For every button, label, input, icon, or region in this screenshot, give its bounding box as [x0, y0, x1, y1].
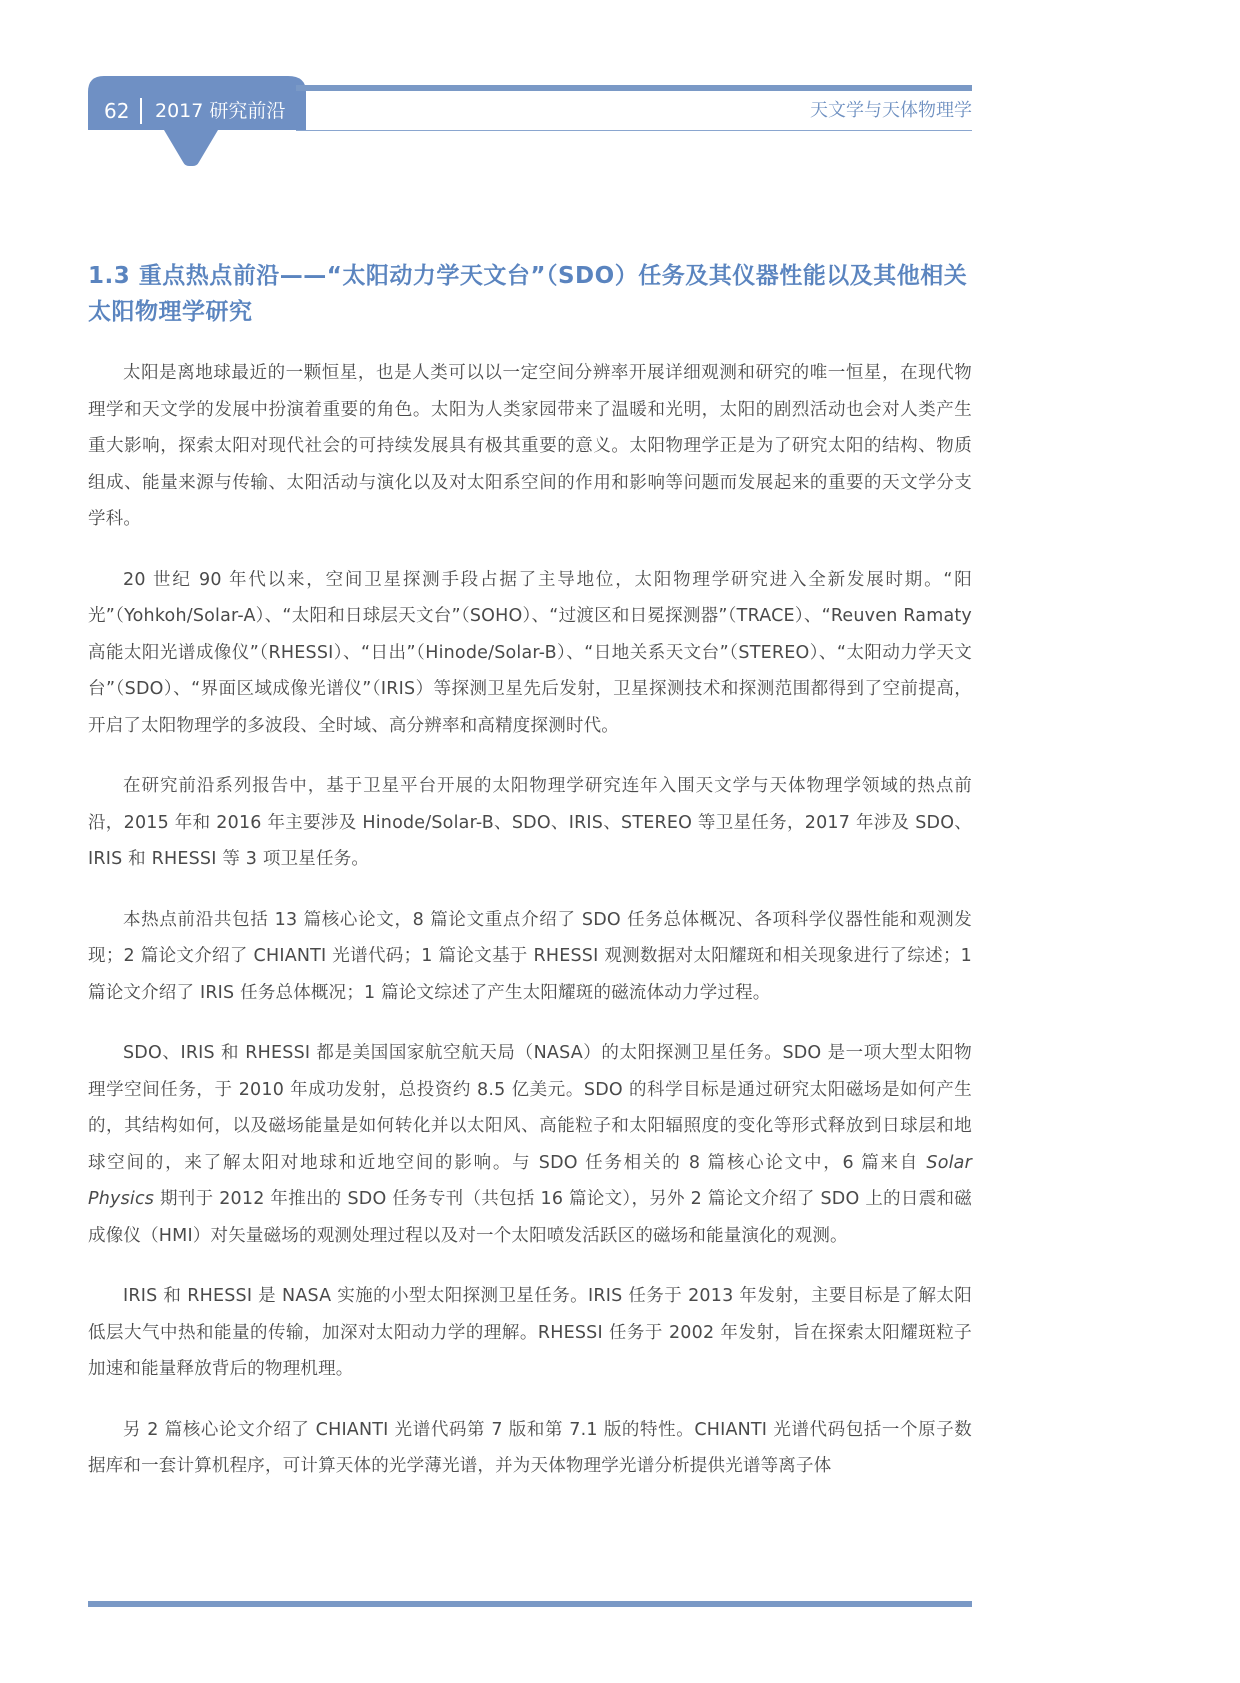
header-rule-top [296, 85, 972, 91]
body-text [88, 355, 972, 1509]
paragraph-text: SDO、IRIS 和 RHESSI 都是美国国家航空航天局（NASA）的太阳探测卫星任务。SDO 是一项大型太阳物理学空间任务，于 2010 年成功发射，总投资约 8.5 亿美元。SDO 的科学目标是通过研究太阳磁场是如何产生的，其结构如何，以及磁场能量是如何转化并以太阳风、高能粒子和太阳辐照度的变化等形式释放到日球层和地球空间的，来了解太阳对地球和近地空间的影响。与 SDO 任务相关的 8 篇核心论文中，6 篇来自 [88, 1043, 972, 1173]
paragraph: 太阳是离地球最近的一颗恒星，也是人类可以以一定空间分辨率开展详细观测和研究的唯一恒星，在现代物理学和天文学的发展中扮演着重要的角色。太阳为人类家园带来了温暖和光明，太阳的剧烈活动也会对人类产生重大影响，探索太阳对现代社会的可持续发展具有极其重要的意义。太阳物理学正是为了研究太阳的结构、物质组成、能量来源与传输、太阳活动与演化以及对太阳系空间的作用和影响等问题而发展起来的重要的天文学分支学科。 [88, 363, 972, 529]
paragraph-text: 期刊于 2012 年推出的 SDO 任务专刊（共包括 16 篇论文），另外 2 篇论文介绍了 SDO 上的日震和磁成像仪（HMI）对矢量磁场的观测处理过程以及对一个太阳喷发活跃区的磁场和能量演化的观测。 [88, 1189, 972, 1246]
report-label: 2017 研究前沿 [155, 100, 286, 122]
header-rule-bottom [296, 130, 972, 131]
paragraph: 本热点前沿共包括 13 篇核心论文，8 篇论文重点介绍了 SDO 任务总体概况、各项科学仪器性能和观测发现；2 篇论文介绍了 CHIANTI 光谱代码；1 篇论文基于 RHESSI 观测数据对太阳耀斑和相关现象进行了综述；1 篇论文介绍了 IRIS 任务总体概况；1 篇论文综述了产生太阳耀斑的磁流体动力学过程。 [88, 909, 972, 1003]
page-number: 62 [104, 99, 130, 123]
header-separator [140, 98, 142, 124]
paragraph: 在研究前沿系列报告中，基于卫星平台开展的太阳物理学研究连年入围天文学与天体物理学领域的热点前沿，2015 年和 2016 年主要涉及 Hinode/Solar-B、SDO、IRIS、STEREO 等卫星任务，2017 年涉及 SDO、IRIS 和 RHESSI 等 3 项卫星任务。 [88, 776, 972, 869]
paragraph: 另 2 篇核心论文介绍了 CHIANTI 光谱代码第 7 版和第 7.1 版的特性。CHIANTI 光谱代码包括一个原子数据库和一套计算机程序，可计算天体的光学薄光谱，并为天体物理学光谱分析提供光谱等离子体 [88, 1419, 972, 1476]
paragraph: 20 世纪 90 年代以来，空间卫星探测手段占据了主导地位，太阳物理学研究进入全新发展时期。“阳光”（Yohkoh/Solar-A）、“太阳和日球层天文台”（SOHO）、“过渡区和日冕探测器”（TRACE）、“Reuven Ramaty 高能太阳光谱成像仪”（RHESSI）、“日出”（Hinode/Solar-B）、“日地关系天文台”（STEREO）、“太阳动力学天文台”（SDO）、“界面区域成像光谱仪”（IRIS）等探测卫星先后发射，卫星探测技术和探测范围都得到了空前提高，开启了太阳物理学的多波段、全时域、高分辨率和高精度探测时代。 [88, 569, 972, 736]
paragraph: IRIS 和 RHESSI 是 NASA 实施的小型太阳探测卫星任务。IRIS 任务于 2013 年发射，主要目标是了解太阳低层大气中热和能量的传输，加深对太阳动力学的理解。RHESSI 任务于 2002 年发射，旨在探索太阳耀斑粒子加速和能量释放背后的物理机理。 [88, 1286, 972, 1379]
journal-name: Solar Physics [88, 1152, 972, 1209]
subject-label: 天文学与天体物理学 [810, 100, 972, 121]
paragraph [88, 1035, 972, 1254]
footer-rule [88, 1601, 972, 1607]
section-title: 1.3 重点热点前沿——“太阳动力学天文台”（SDO）任务及其仪器性能以及其他相关太阳物理学研究 [88, 263, 968, 325]
